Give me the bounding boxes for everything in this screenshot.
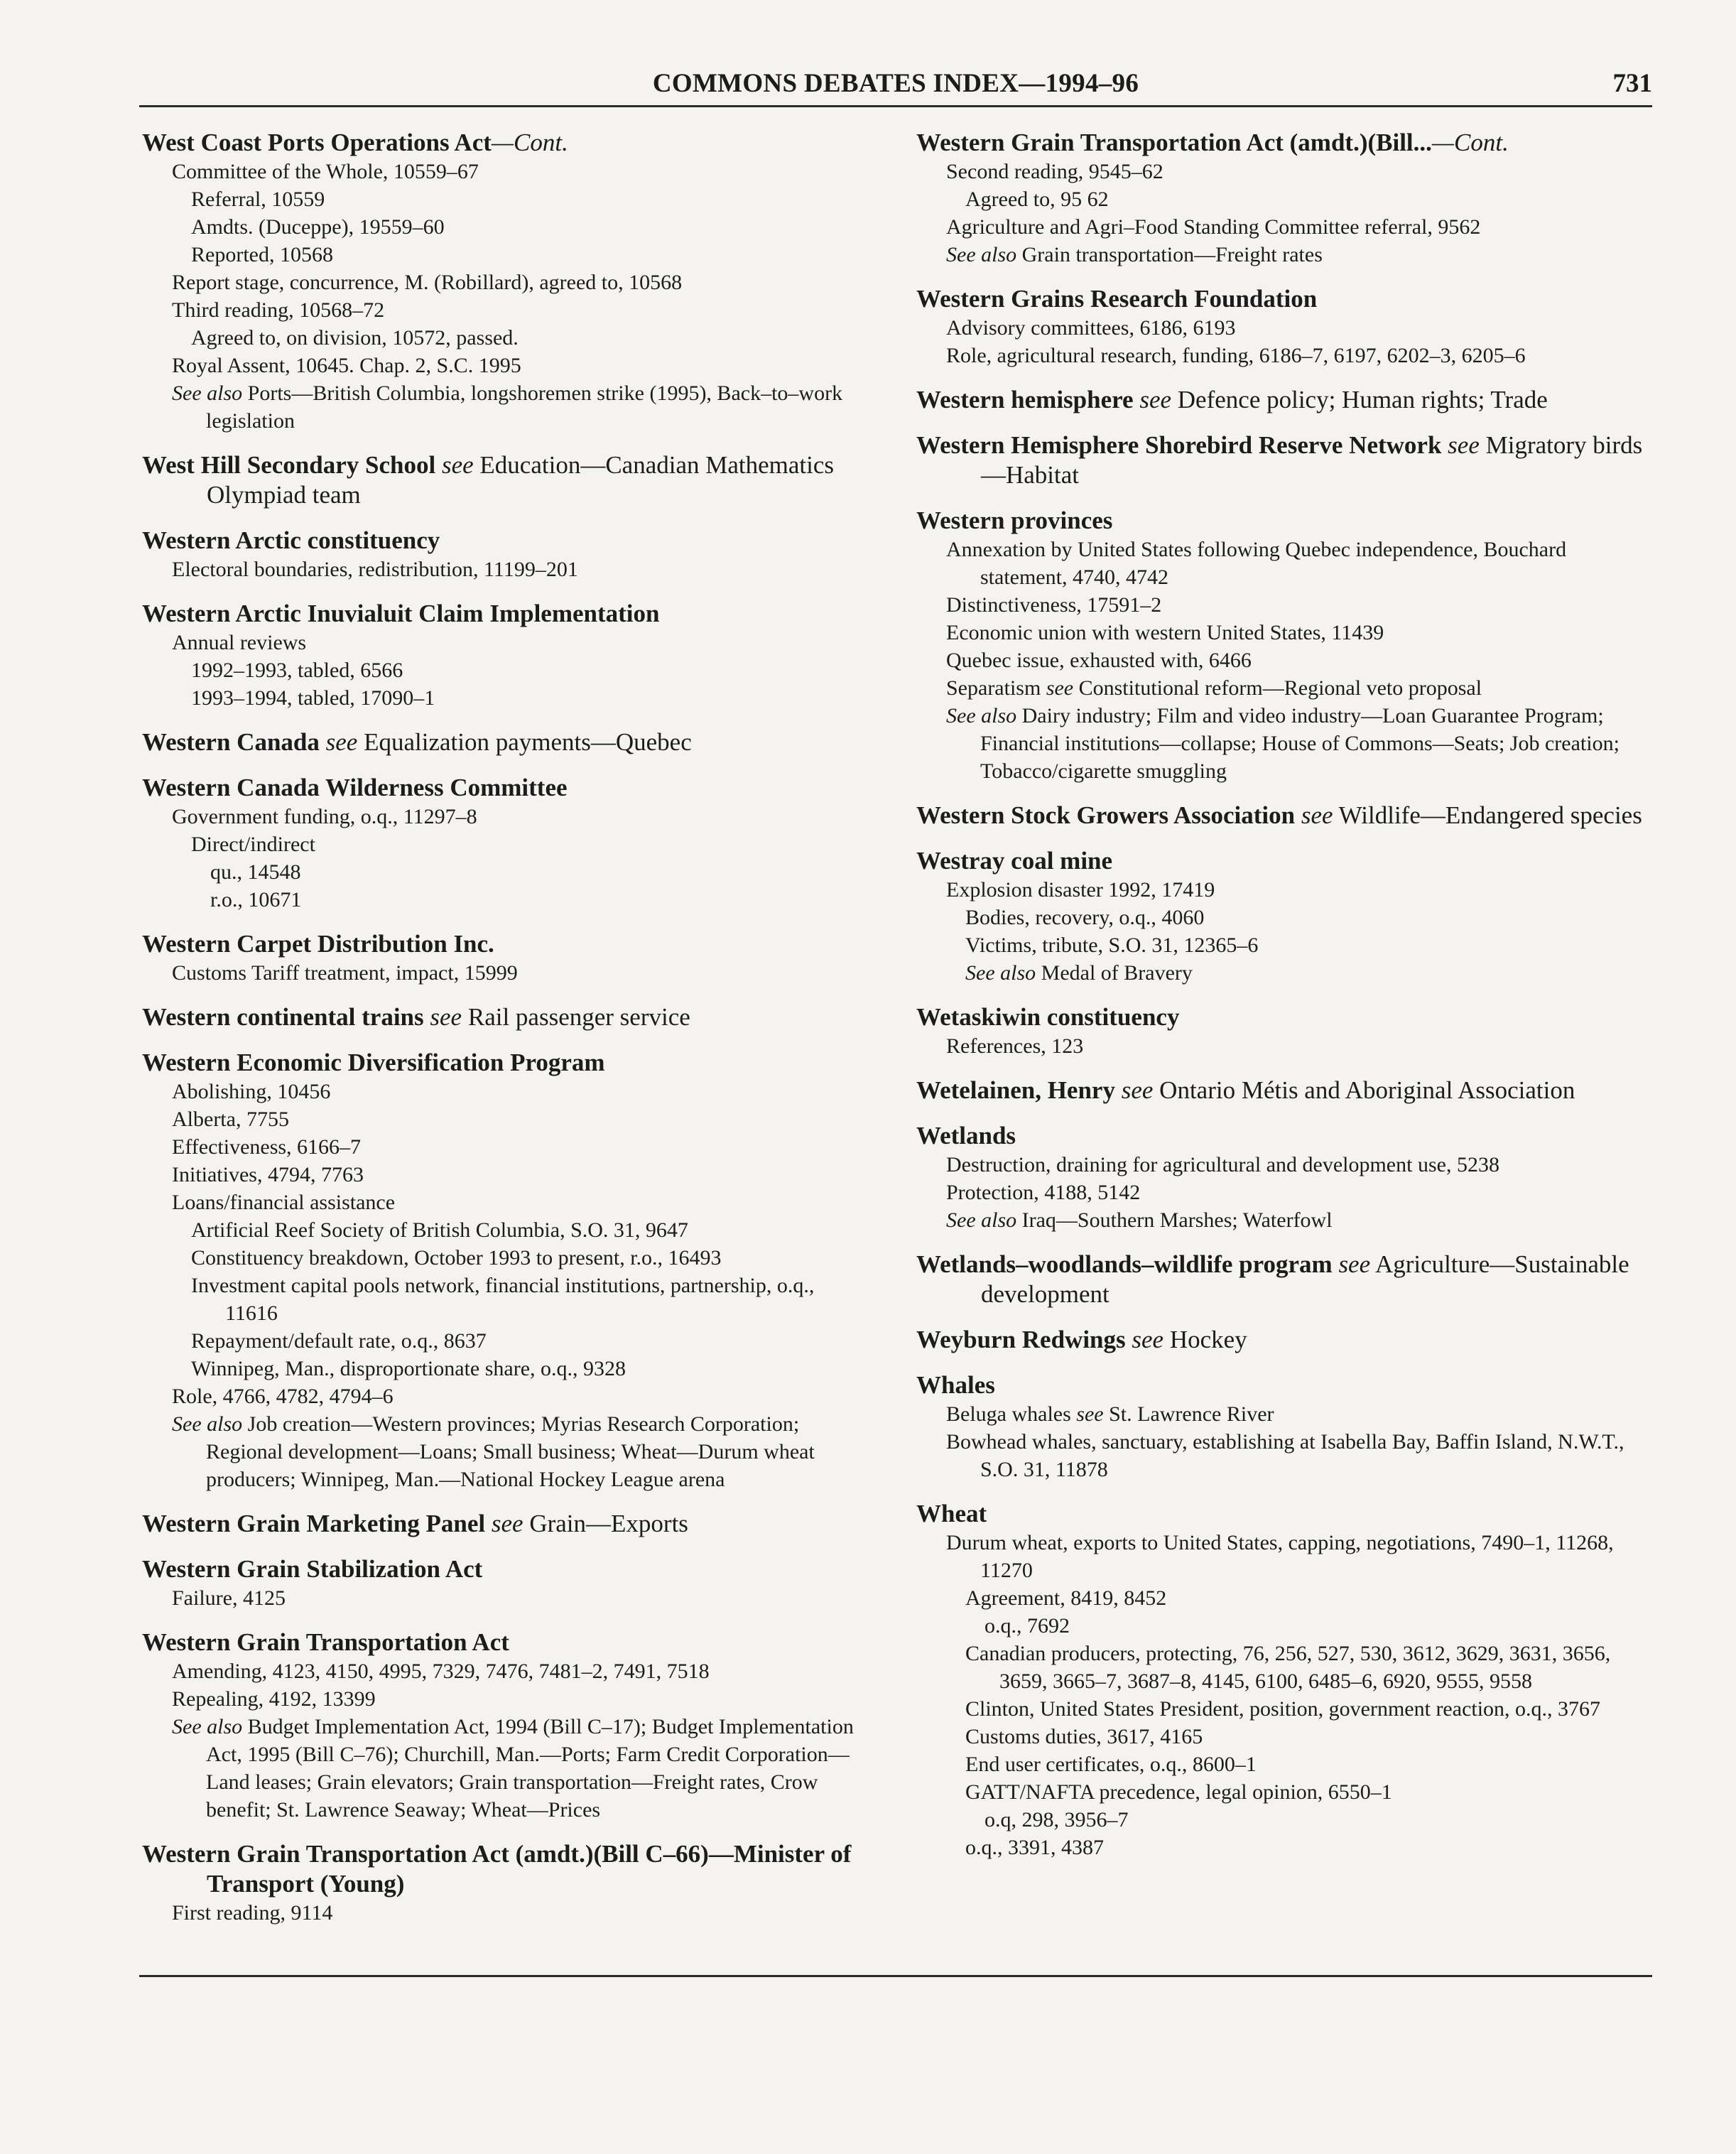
subentry	[916, 702, 1655, 785]
cross-reference: Migratory birds—Habitat	[981, 431, 1643, 489]
subentry-text: End user certificates, o.q., 8600–1	[965, 1753, 1257, 1776]
see-label: see	[1133, 386, 1172, 413]
subentry-text: References, 123	[946, 1034, 1084, 1058]
subentry-text: Committee of the Whole, 10559–67	[172, 160, 479, 183]
entry-heading	[142, 773, 867, 803]
subentry	[142, 1216, 867, 1244]
subentry	[916, 342, 1655, 369]
subentry-text: Bodies, recovery, o.q., 4060	[965, 906, 1205, 929]
heading-term: Weyburn Redwings	[916, 1326, 1126, 1353]
see-also-label: See also	[946, 704, 1017, 727]
subentry-text: Royal Assent, 10645. Chap. 2, S.C. 1995	[172, 354, 521, 377]
heading-term: Western Arctic constituency	[142, 526, 440, 554]
subentry	[916, 959, 1655, 987]
subentry	[916, 1151, 1655, 1179]
index-entry	[142, 1628, 867, 1824]
subentry-text: Referral, 10559	[191, 188, 325, 211]
cross-reference: Wildlife—Endangered species	[1333, 801, 1642, 829]
subentry-text: Iraq—Southern Marshes; Waterfowl	[1016, 1208, 1333, 1232]
subentry-text: Annual reviews	[172, 631, 307, 654]
entry-heading	[916, 1499, 1655, 1529]
heading-term: Western Stock Growers Association	[916, 801, 1296, 829]
heading-term: Western Grain Stabilization Act	[142, 1555, 483, 1583]
subentry-text: o.q, 298, 3956–7	[984, 1808, 1129, 1831]
cross-reference: Rail passenger service	[462, 1003, 690, 1031]
subentry	[142, 296, 867, 324]
subentry-text: Repealing, 4192, 13399	[172, 1687, 376, 1711]
subentry	[142, 556, 867, 583]
subentry-text: Distinctiveness, 17591–2	[946, 593, 1162, 617]
subentry	[142, 352, 867, 379]
index-entry	[142, 1839, 867, 1927]
index-entry	[916, 128, 1655, 269]
subentry	[916, 646, 1655, 674]
subentry-text: Amending, 4123, 4150, 4995, 7329, 7476, 7481–2, 7491, 7518	[172, 1660, 710, 1683]
subentry-text: r.o., 10671	[210, 888, 302, 911]
subentry	[916, 1695, 1655, 1723]
subentry-text: Second reading, 9545–62	[946, 160, 1163, 183]
subentry	[916, 619, 1655, 646]
entry-heading	[142, 1839, 867, 1899]
subentry	[142, 1685, 867, 1713]
footer-rule	[139, 1975, 1652, 1977]
heading-term: Western Grain Transportation Act (amdt.)(Bill...	[916, 129, 1432, 156]
subentry	[916, 185, 1655, 213]
heading-term: Western Grain Transportation Act (amdt.)(Bill C–66)—Minister of Transport (Young)	[142, 1840, 852, 1898]
subentry-text: Job creation—Western provinces; Myrias Research Corporation; Regional development—Loans; Small business; Wheat—Durum wheat producers; Winnipeg, Man.—National Hockey League arena	[206, 1412, 815, 1491]
subentry	[142, 1327, 867, 1355]
heading-term: Whales	[916, 1371, 995, 1399]
subentry	[916, 674, 1655, 702]
see-also-label: See also	[946, 1208, 1017, 1232]
cross-reference: Equalization payments—Quebec	[357, 728, 692, 756]
entry-heading	[142, 450, 867, 510]
entry-heading	[142, 599, 867, 629]
subentry-text: Amdts. (Duceppe), 19559–60	[191, 215, 445, 239]
see-also-label: See also	[172, 1412, 243, 1436]
subentry	[916, 1179, 1655, 1206]
subentry	[916, 931, 1655, 959]
subentry-text: Government funding, o.q., 11297–8	[172, 805, 477, 828]
subentry-text: Report stage, concurrence, M. (Robillard), agreed to, 10568	[172, 271, 683, 294]
subentry-text: Economic union with western United States, 11439	[946, 621, 1384, 644]
subentry-text: Customs Tariff treatment, impact, 15999	[172, 961, 518, 985]
subentry	[142, 959, 867, 987]
subentry-text: o.q., 7692	[984, 1614, 1070, 1638]
entry-heading	[916, 284, 1655, 314]
subentry	[142, 830, 867, 858]
subentry-text: Bowhead whales, sanctuary, establishing at Isabella Bay, Baffin Island, N.W.T., S.O. 31, 11878	[946, 1430, 1624, 1481]
heading-term: Western Grains Research Foundation	[916, 285, 1318, 313]
subentry-text: Destruction, draining for agricultural and development use, 5238	[946, 1153, 1499, 1176]
heading-term: Western Canada	[142, 728, 320, 756]
entry-heading	[916, 1076, 1655, 1105]
heading-term: Western Arctic Inuvialuit Claim Implementation	[142, 600, 660, 627]
cross-reference: Grain—Exports	[523, 1510, 688, 1537]
subentry-text: Customs duties, 3617, 4165	[965, 1725, 1203, 1748]
subentry-text: Canadian producers, protecting, 76, 256, 527, 530, 3612, 3629, 3631, 3656, 3659, 3665–7, 3687–8, 4145, 6100, 6485–6, 6920, 9555, 9558	[965, 1642, 1611, 1693]
entry-heading	[916, 128, 1655, 158]
heading-term: Wetaskiwin constituency	[916, 1003, 1180, 1031]
subentry-text: Investment capital pools network, financial institutions, partnership, o.q., 11616	[191, 1274, 815, 1325]
subentry	[916, 1206, 1655, 1234]
subentry-text: Initiatives, 4794, 7763	[172, 1163, 364, 1186]
subentry	[142, 886, 867, 914]
subentry	[142, 1584, 867, 1612]
subentry	[916, 314, 1655, 342]
heading-term: Western Grain Transportation Act	[142, 1628, 509, 1656]
subentry-text: Loans/financial assistance	[172, 1191, 396, 1214]
subentry-text: Reported, 10568	[191, 243, 333, 266]
entry-heading	[916, 385, 1655, 415]
subentry-text: Agriculture and Agri–Food Standing Committee referral, 9562	[946, 215, 1481, 239]
subentry	[142, 1133, 867, 1161]
subentry-text: 1993–1994, tabled, 17090–1	[191, 686, 435, 710]
index-column-right	[916, 128, 1655, 1877]
subentry	[142, 241, 867, 269]
entry-heading	[142, 929, 867, 959]
subentry	[142, 1244, 867, 1272]
heading-term: Western continental trains	[142, 1003, 424, 1031]
subentry-text: Quebec issue, exhausted with, 6466	[946, 649, 1252, 672]
heading-term: Wetlands	[916, 1122, 1016, 1149]
subentry	[142, 1272, 867, 1327]
heading-term: Western provinces	[916, 507, 1113, 534]
entry-heading	[916, 1250, 1655, 1309]
subentry	[142, 858, 867, 886]
index-entry	[142, 1554, 867, 1612]
cross-reference: Agriculture—Sustainable development	[981, 1250, 1629, 1308]
subentry	[142, 269, 867, 296]
subentry	[142, 185, 867, 213]
entry-heading	[916, 506, 1655, 536]
see-label: see	[1295, 801, 1333, 829]
see-also-label: See also	[946, 243, 1017, 266]
index-entry	[916, 431, 1655, 490]
subentry	[142, 1713, 867, 1824]
index-entry	[142, 1509, 867, 1539]
index-entry	[916, 1076, 1655, 1105]
see-label: see	[1046, 676, 1074, 700]
heading-term: Wheat	[916, 1500, 987, 1527]
see-label: see	[1125, 1326, 1164, 1353]
subentry-text: Annexation by United States following Quebec independence, Bouchard statement, 4740, 4742	[946, 538, 1567, 589]
index-entry	[916, 506, 1655, 785]
subentry-text: Failure, 4125	[172, 1586, 286, 1610]
subentry	[916, 876, 1655, 904]
cross-reference: St. Lawrence River	[1103, 1402, 1274, 1426]
subentry	[916, 904, 1655, 931]
subentry-text: Advisory committees, 6186, 6193	[946, 316, 1236, 340]
subentry	[916, 1750, 1655, 1778]
heading-term: Westray coal mine	[916, 847, 1113, 875]
subentry	[916, 1806, 1655, 1834]
subentry-text: Constituency breakdown, October 1993 to present, r.o., 16493	[191, 1246, 722, 1270]
subentry-text: Durum wheat, exports to United States, capping, negotiations, 7490–1, 11268, 11270	[946, 1531, 1614, 1582]
index-entry	[142, 929, 867, 987]
subentry-text: Role, agricultural research, funding, 6186–7, 6197, 6202–3, 6205–6	[946, 344, 1526, 367]
heading-term: Wetelainen, Henry	[916, 1076, 1115, 1104]
subentry-text: Abolishing, 10456	[172, 1080, 331, 1103]
index-entry	[142, 1048, 867, 1493]
index-entry	[142, 526, 867, 583]
subentry	[142, 1657, 867, 1685]
subentry	[142, 1355, 867, 1382]
continued-marker: —Cont.	[1431, 129, 1509, 156]
heading-term: Western Hemisphere Shorebird Reserve Network	[916, 431, 1442, 459]
page-number: 731	[1612, 69, 1652, 98]
subentry	[916, 536, 1655, 591]
subentry	[916, 1723, 1655, 1750]
subentry-text: Budget Implementation Act, 1994 (Bill C–17); Budget Implementation Act, 1995 (Bill C–76); Churchill, Man.—Ports; Farm Credit Corporation—Land leases; Grain elevators; Grain transportation—Freight rates, Crow benefit; St. Lawrence Seaway; Wheat—Prices	[206, 1715, 854, 1822]
subentry-text: Medal of Bravery	[1036, 961, 1193, 985]
entry-heading	[142, 128, 867, 158]
entry-heading	[916, 801, 1655, 830]
subentry-text: qu., 14548	[210, 860, 301, 884]
subentry	[142, 1078, 867, 1105]
subentry-text: Direct/indirect	[191, 833, 315, 856]
heading-term: West Coast Ports Operations Act	[142, 129, 492, 156]
see-also-label: See also	[172, 1715, 243, 1738]
subentry-text: First reading, 9114	[172, 1901, 333, 1925]
subentry	[916, 1612, 1655, 1640]
subentry	[142, 684, 867, 712]
entry-heading	[916, 846, 1655, 876]
subentry-text: Agreement, 8419, 8452	[965, 1586, 1167, 1610]
heading-term: Western Grain Marketing Panel	[142, 1510, 486, 1537]
subentry	[142, 324, 867, 352]
subentry	[916, 1428, 1655, 1483]
subentry-text: Electoral boundaries, redistribution, 11199–201	[172, 558, 578, 581]
cross-reference: Ontario Métis and Aboriginal Association	[1153, 1076, 1575, 1104]
subentry	[142, 1410, 867, 1493]
see-label: see	[435, 451, 474, 479]
subentry	[142, 158, 867, 185]
see-label: see	[485, 1510, 523, 1537]
subentry-text: Grain transportation—Freight rates	[1016, 243, 1323, 266]
subentry	[916, 1834, 1655, 1861]
subentry	[916, 591, 1655, 619]
header-rule	[139, 105, 1652, 107]
subentry-text: Dairy industry; Film and video industry—Loan Guarantee Program; Financial institutions—collapse; House of Commons—Seats; Job creation; Tobacco/cigarette smuggling	[980, 704, 1620, 783]
heading-term: Western Canada Wilderness Committee	[142, 774, 568, 801]
entry-heading	[916, 1002, 1655, 1032]
heading-term: West Hill Secondary School	[142, 451, 436, 479]
entry-heading	[142, 526, 867, 556]
subentry-text: Beluga whales	[946, 1402, 1077, 1426]
index-entry	[916, 801, 1655, 830]
see-label: see	[1076, 1402, 1104, 1426]
entry-heading	[916, 1370, 1655, 1400]
subentry	[142, 629, 867, 656]
heading-term: Western Carpet Distribution Inc.	[142, 930, 494, 958]
subentry-text: GATT/NAFTA precedence, legal opinion, 6550–1	[965, 1780, 1392, 1804]
entry-heading	[142, 1554, 867, 1584]
index-entry	[916, 846, 1655, 987]
subentry	[916, 213, 1655, 241]
cross-reference: Education—Canadian Mathematics Olympiad team	[207, 451, 835, 509]
subentry	[142, 379, 867, 435]
index-entry	[142, 128, 867, 435]
page-header	[139, 68, 1652, 111]
subentry	[916, 1400, 1655, 1428]
subentry	[916, 1640, 1655, 1695]
see-also-label: See also	[172, 381, 243, 405]
subentry-text: Explosion disaster 1992, 17419	[946, 878, 1215, 902]
subentry-text: Ports—British Columbia, longshoremen strike (1995), Back–to–work legislation	[206, 381, 843, 433]
index-entry	[916, 1370, 1655, 1483]
entry-heading	[916, 1121, 1655, 1151]
index-entry	[916, 385, 1655, 415]
index-entry	[142, 773, 867, 914]
continued-marker: —Cont.	[491, 129, 568, 156]
entry-heading	[142, 1002, 867, 1032]
index-column-left	[142, 128, 867, 1942]
see-also-label: See also	[965, 961, 1036, 985]
subentry-text: Agreed to, on division, 10572, passed.	[191, 326, 519, 350]
cross-reference: Constitutional reform—Regional veto proposal	[1073, 676, 1482, 700]
see-label: see	[1441, 431, 1480, 459]
subentry	[142, 656, 867, 684]
entry-heading	[142, 1048, 867, 1078]
index-entry	[916, 1121, 1655, 1234]
subentry	[142, 1382, 867, 1410]
subentry	[916, 241, 1655, 269]
see-label: see	[1332, 1250, 1371, 1278]
subentry	[142, 213, 867, 241]
subentry-text: Role, 4766, 4782, 4794–6	[172, 1385, 394, 1408]
index-entry	[916, 1002, 1655, 1060]
subentry-text: Effectiveness, 6166–7	[172, 1135, 362, 1159]
subentry-text: o.q., 3391, 4387	[965, 1836, 1104, 1859]
subentry-text: 1992–1993, tabled, 6566	[191, 659, 403, 682]
index-entry	[142, 450, 867, 510]
subentry	[916, 1529, 1655, 1584]
subentry	[916, 158, 1655, 185]
subentry-text: Protection, 4188, 5142	[946, 1181, 1141, 1204]
entry-heading	[916, 431, 1655, 490]
cross-reference: Defence policy; Human rights; Trade	[1171, 386, 1548, 413]
heading-term: Wetlands–woodlands–wildlife program	[916, 1250, 1333, 1278]
index-entry	[916, 1325, 1655, 1355]
index-entry	[916, 284, 1655, 369]
subentry-text: Agreed to, 95 62	[965, 188, 1109, 211]
subentry	[142, 1161, 867, 1189]
subentry	[142, 1899, 867, 1927]
see-label: see	[423, 1003, 462, 1031]
cross-reference: Hockey	[1163, 1326, 1247, 1353]
subentry	[916, 1032, 1655, 1060]
entry-heading	[142, 727, 867, 757]
index-entry	[142, 727, 867, 757]
index-entry	[916, 1250, 1655, 1309]
entry-heading	[142, 1509, 867, 1539]
heading-term: Western Economic Diversification Program	[142, 1049, 605, 1076]
subentry-text: Alberta, 7755	[172, 1108, 289, 1131]
subentry-text: Clinton, United States President, position, government reaction, o.q., 3767	[965, 1697, 1601, 1721]
subentry	[142, 1105, 867, 1133]
running-title: COMMONS DEBATES INDEX—1994–96	[652, 69, 1139, 98]
subentry-text: Winnipeg, Man., disproportionate share, o.q., 9328	[191, 1357, 626, 1380]
index-entry	[916, 1499, 1655, 1861]
subentry	[916, 1584, 1655, 1612]
subentry	[142, 803, 867, 830]
subentry-text: Artificial Reef Society of British Columbia, S.O. 31, 9647	[191, 1218, 688, 1242]
index-entry	[142, 599, 867, 712]
see-label: see	[319, 728, 358, 756]
see-label: see	[1114, 1076, 1154, 1104]
entry-heading	[142, 1628, 867, 1657]
heading-term: Western hemisphere	[916, 386, 1134, 413]
entry-heading	[916, 1325, 1655, 1355]
subentry	[916, 1778, 1655, 1806]
subentry	[142, 1189, 867, 1216]
subentry-text: Victims, tribute, S.O. 31, 12365–6	[965, 933, 1259, 957]
subentry-text: Repayment/default rate, o.q., 8637	[191, 1329, 487, 1353]
index-entry	[142, 1002, 867, 1032]
subentry-text: Separatism	[946, 676, 1046, 700]
subentry-text: Third reading, 10568–72	[172, 298, 385, 322]
